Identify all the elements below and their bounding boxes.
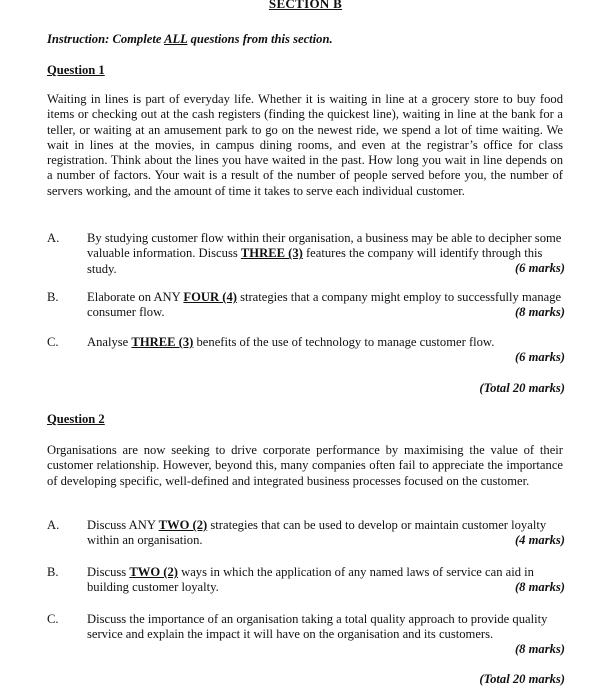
item-text: Elaborate on ANY FOUR (4) strategies that a company might employ to successfully manage consumer flow.: [87, 290, 562, 320]
item-letter: C.: [47, 612, 59, 626]
item-text: Analyse THREE (3) benefits of the use of technology to manage customer flow.: [87, 335, 495, 349]
item-letter: B.: [47, 565, 59, 579]
question-1-total: (Total 20 marks): [479, 381, 565, 395]
item-marks: (8 marks): [514, 580, 565, 594]
instruction: Instruction: Complete ALL questions from this section.: [47, 32, 333, 46]
item-letter: B.: [47, 290, 59, 304]
item-marks: (8 marks): [514, 305, 565, 319]
question-1-heading: Question 1: [47, 63, 105, 77]
question-2-paragraph: Organisations are now seeking to drive corporate performance by maximising the value of their customer relationship. However, beyond this, many companies often fail to appreciate the importance of developing specific, well-defined and integrated business processes focused on the customer.: [47, 443, 563, 488]
item-letter: A.: [47, 518, 60, 532]
instruction-emphasis: ALL: [164, 32, 188, 46]
item-marks: (8 marks): [514, 642, 565, 656]
item-marks: (6 marks): [514, 261, 565, 275]
item-text: By studying customer flow within their organisation, a business may be able to decipher some valuable information. Discuss THREE (3) features the company will identify through this study.: [87, 231, 562, 276]
section-title: SECTION B: [268, 0, 343, 11]
item-text: Discuss TWO (2) ways in which the application of any named laws of service can aid in building customer loyalty.: [87, 565, 534, 595]
question-1-paragraph: Waiting in lines is part of everyday life. Whether it is waiting in line at a grocery store to buy food items or checking out at the cash registers (finding the quickest line), waiting in line at the bank for a teller, or waiting at an amusement park to go on the newest ride, we spend a lot of time waiting. We wait in lines at the movies, in campus dining rooms, and even at the registrar’s office for class registration. Think about the lines you have waited in the past. How long you wait in line depends on a number of factors. Your wait is a result of the number of people served before you, the number of servers working, and the amount of time it takes to serve each individual customer.: [47, 92, 563, 198]
item-letter: C.: [47, 335, 59, 349]
item-letter: A.: [47, 231, 60, 245]
item-marks: (6 marks): [514, 350, 565, 364]
item-marks: (4 marks): [514, 533, 565, 547]
item-text: Discuss ANY TWO (2) strategies that can be used to develop or maintain customer loyalty within an organisation.: [87, 518, 547, 548]
question-2-total: (Total 20 marks): [479, 672, 565, 686]
item-text: Discuss the importance of an organisation taking a total quality approach to provide quality service and explain the impact it will have on the organisation and its customers.: [87, 612, 548, 642]
question-2-heading: Question 2: [47, 412, 105, 426]
